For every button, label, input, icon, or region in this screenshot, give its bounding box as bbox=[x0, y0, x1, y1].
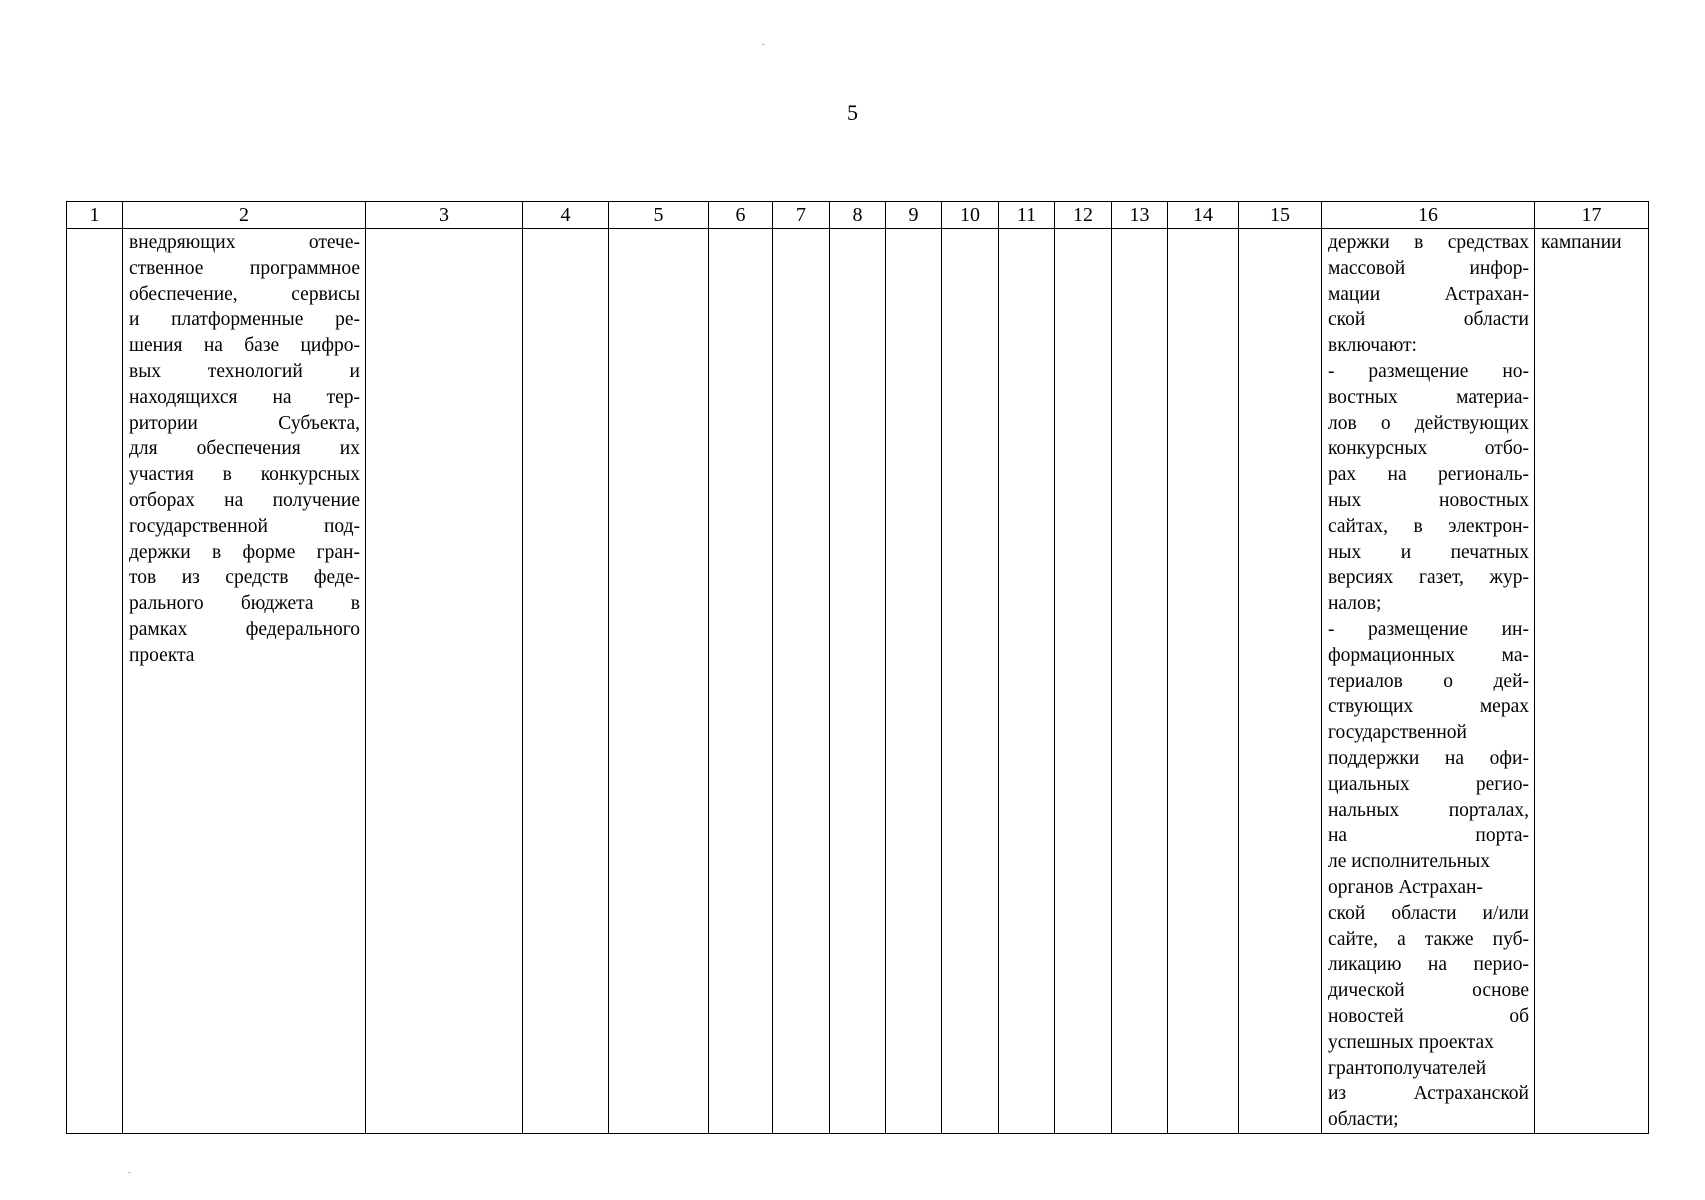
cell-text-line: держки в средствах bbox=[1328, 232, 1529, 253]
table-cell-col10 bbox=[942, 229, 999, 1134]
table-header-row bbox=[67, 202, 1649, 229]
column-header: 15 bbox=[1239, 202, 1322, 229]
cell-text-line: ственное программное bbox=[129, 257, 360, 279]
column-header: 13 bbox=[1112, 202, 1168, 229]
column-header: 3 bbox=[366, 202, 523, 229]
column-header: 1 bbox=[67, 202, 123, 229]
cell-text-line: ской области bbox=[1328, 309, 1529, 331]
cell-text-line: грантополучателей bbox=[1328, 1057, 1487, 1079]
page-number: 5 bbox=[847, 100, 858, 125]
column-header: 6 bbox=[709, 202, 773, 229]
cell-text-line: тов из средств феде- bbox=[129, 567, 360, 589]
table-cell-col1 bbox=[67, 229, 123, 1134]
cell-text-line: на порта- bbox=[1328, 825, 1529, 847]
cell-text-line: ле исполнительных bbox=[1328, 851, 1490, 873]
column-header: 4 bbox=[523, 202, 609, 229]
cell-text-line: дической основе bbox=[1328, 980, 1529, 1002]
column-header: 11 bbox=[999, 202, 1055, 229]
cell-text-line: из Астраханской bbox=[1328, 1083, 1529, 1105]
cell-text-line: государственной под- bbox=[129, 515, 360, 537]
column-header: 12 bbox=[1055, 202, 1112, 229]
cell-text-line: - размещение но- bbox=[1328, 360, 1529, 382]
cell-text-line: включают: bbox=[1328, 335, 1417, 357]
cell-text-line: териалов о дей- bbox=[1328, 670, 1529, 692]
cell-text-line: сайте, а также пуб- bbox=[1328, 928, 1529, 950]
cell-text-line: конкурсных отбо- bbox=[1328, 438, 1529, 460]
cell-text-line: рах на региональ- bbox=[1328, 464, 1529, 486]
table-cell-col9 bbox=[886, 229, 942, 1134]
cell-text-line: находящихся на тер- bbox=[129, 386, 360, 408]
col2-text bbox=[123, 229, 365, 669]
cell-text-line: циальных регио- bbox=[1328, 773, 1529, 795]
col16-text bbox=[1322, 229, 1534, 1133]
table-cell-col3 bbox=[366, 229, 523, 1134]
table-cell-col15 bbox=[1239, 229, 1322, 1134]
table-cell-col6 bbox=[709, 229, 773, 1134]
cell-text-line: формационных ма- bbox=[1328, 644, 1529, 666]
cell-text-line: шения на базе цифро- bbox=[129, 335, 360, 357]
cell-text-line: ритории Субъекта, bbox=[129, 412, 360, 434]
cell-text-line: ликацию на перио- bbox=[1328, 954, 1529, 976]
table-cell-col5 bbox=[609, 229, 709, 1134]
cell-text-line: рального бюджета в bbox=[129, 593, 360, 615]
table-cell-col2 bbox=[123, 229, 366, 1134]
cell-text-line: проекта bbox=[129, 644, 195, 666]
table-cell-col4 bbox=[523, 229, 609, 1134]
cell-text-line: органов Астрахан- bbox=[1328, 876, 1483, 898]
document-table bbox=[66, 201, 1649, 1134]
cell-text-line: участия в конкурсных bbox=[129, 464, 360, 486]
cell-text-line: мации Астрахан- bbox=[1328, 283, 1529, 305]
cell-text-line: области; bbox=[1328, 1109, 1399, 1131]
column-header: 5 bbox=[609, 202, 709, 229]
cell-text-line: внедряющих отече- bbox=[129, 232, 360, 253]
column-header: 16 bbox=[1322, 202, 1535, 229]
cell-text-line: нальных порталах, bbox=[1328, 799, 1529, 821]
cell-text-line: лов о действующих bbox=[1328, 412, 1529, 434]
table-cell-col8 bbox=[830, 229, 886, 1134]
cell-text-line: ской области и/или bbox=[1328, 902, 1529, 924]
cell-text-line: версиях газет, жур- bbox=[1328, 567, 1529, 589]
cell-text-line: для обеспечения их bbox=[129, 438, 360, 460]
table-row bbox=[67, 229, 1649, 1134]
cell-text-line: налов; bbox=[1328, 593, 1382, 615]
column-header: 17 bbox=[1535, 202, 1649, 229]
scan-speck bbox=[128, 1172, 131, 1173]
cell-text-line: новостей об bbox=[1328, 1005, 1529, 1027]
table-cell-col14 bbox=[1168, 229, 1239, 1134]
table-cell-col12 bbox=[1055, 229, 1112, 1134]
column-header: 2 bbox=[123, 202, 366, 229]
cell-text-line: держки в форме гран- bbox=[129, 541, 360, 563]
cell-text-line: ствующих мерах bbox=[1328, 696, 1529, 718]
cell-text-line: и платформенные ре- bbox=[129, 309, 360, 331]
column-header: 10 bbox=[942, 202, 999, 229]
cell-text-line: ных и печатных bbox=[1328, 541, 1529, 563]
cell-text-line: обеспечение, сервисы bbox=[129, 283, 360, 305]
table-cell-col17 bbox=[1535, 229, 1649, 1134]
column-header: 9 bbox=[886, 202, 942, 229]
cell-text-line: востных материа- bbox=[1328, 386, 1529, 408]
cell-text-line: рамках федерального bbox=[129, 618, 360, 640]
cell-text-line: - размещение ин- bbox=[1328, 618, 1529, 640]
cell-text-line: массовой инфор- bbox=[1328, 257, 1529, 279]
cell-text-line: отборах на получение bbox=[129, 489, 360, 511]
table-cell-col11 bbox=[999, 229, 1055, 1134]
cell-text-line: ных новостных bbox=[1328, 489, 1529, 511]
column-header: 7 bbox=[773, 202, 830, 229]
table-cell-col7 bbox=[773, 229, 830, 1134]
cell-text-line: вых технологий и bbox=[129, 360, 360, 382]
table-cell-col16 bbox=[1322, 229, 1535, 1134]
cell-text-line: сайтах, в электрон- bbox=[1328, 515, 1529, 537]
col17-text: кампании bbox=[1541, 232, 1622, 253]
cell-text-line: поддержки на офи- bbox=[1328, 747, 1529, 769]
table-cell-col13 bbox=[1112, 229, 1168, 1134]
cell-text-line: успешных проектах bbox=[1328, 1031, 1494, 1053]
cell-text-line: государственной bbox=[1328, 722, 1467, 744]
column-header: 14 bbox=[1168, 202, 1239, 229]
column-header: 8 bbox=[830, 202, 886, 229]
scan-speck bbox=[762, 44, 765, 45]
